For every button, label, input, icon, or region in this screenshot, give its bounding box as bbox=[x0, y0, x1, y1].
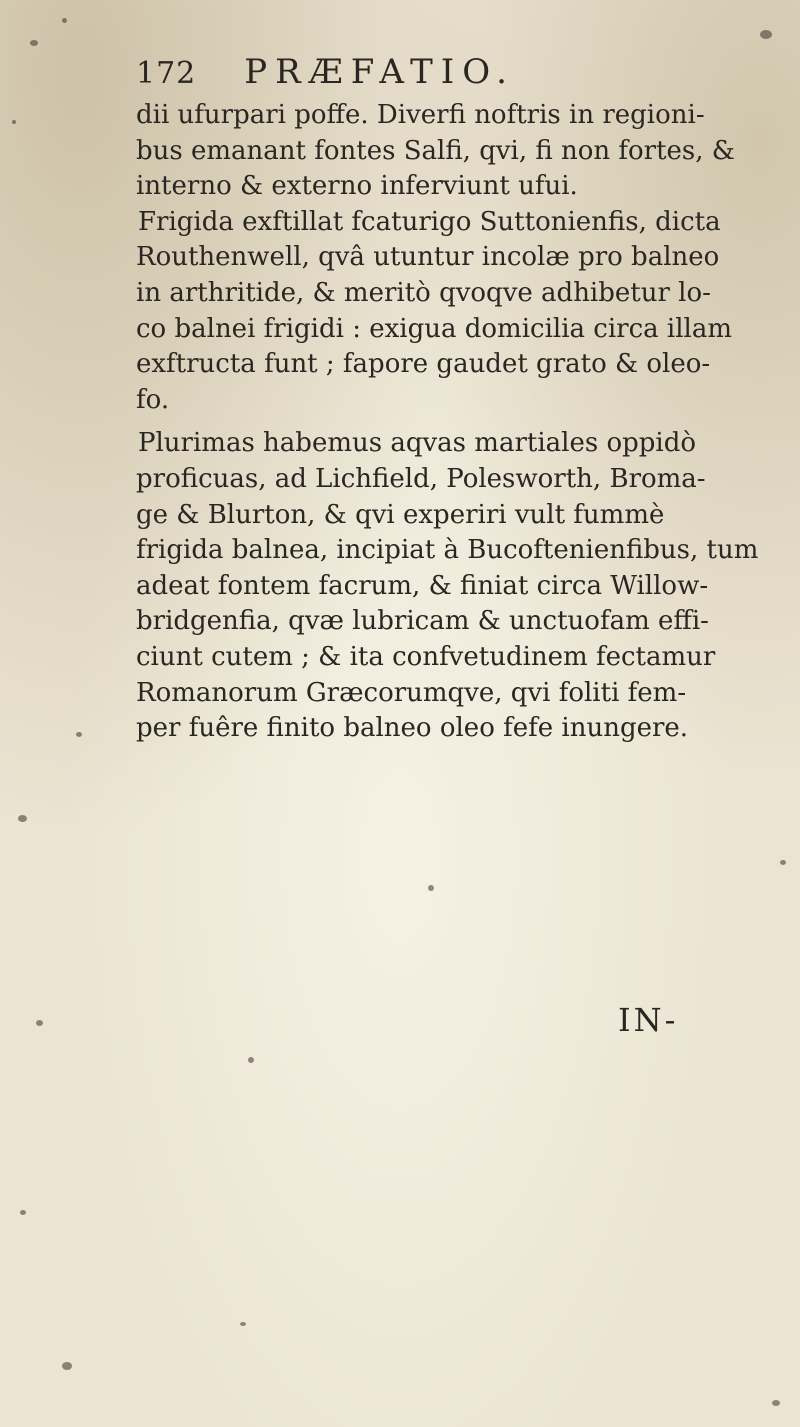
text-line: ge & Blurton, & qvi experiri vult fummè bbox=[136, 499, 665, 530]
text-line: Frigida exftillat fcaturigo Suttonienfis, dicta bbox=[138, 206, 721, 237]
catchword: IN- bbox=[618, 1001, 679, 1039]
body-text bbox=[118, 98, 786, 747]
text-line: Plurimas habemus aqvas martiales oppidò bbox=[138, 428, 696, 459]
text-line: bus emanant fontes Salfi, qvi, fi non fortes, & bbox=[136, 135, 735, 166]
running-head: PRÆFATIO. bbox=[244, 52, 515, 92]
text-line: co balnei frigidi : exigua domicilia circa illam bbox=[136, 313, 733, 344]
text-line: adeat fontem facrum, & finiat circa Willow- bbox=[136, 570, 709, 601]
text-line: in arthritide, & meritò qvoqve adhibetur lo- bbox=[136, 277, 711, 308]
text-line: dii ufurpari poffe. Diverfi noftris in regioni- bbox=[136, 100, 705, 130]
text-line: frigida balnea, incipiat à Bucoftenienfibus, tum bbox=[136, 535, 759, 566]
text-line: bridgenfia, qvæ lubricam & unctuofam effi- bbox=[136, 606, 709, 637]
page-header bbox=[136, 52, 760, 100]
text-line: Romanorum Græcorumqve, qvi foliti fem- bbox=[136, 677, 687, 708]
page-number: 172 bbox=[136, 56, 197, 91]
text-line: interno & externo inferviunt ufui. bbox=[136, 171, 578, 202]
text-line: Routhenwell, qvâ utuntur incolæ pro balneo bbox=[136, 242, 720, 273]
text-line: exftructa funt ; fapore gaudet grato & oleo- bbox=[136, 349, 711, 380]
text-line: fo. bbox=[136, 384, 170, 415]
text-line: ciunt cutem ; & ita confvetudinem fectamur bbox=[136, 641, 716, 672]
text-line: proficuas, ad Lichfield, Polesworth, Broma- bbox=[136, 463, 706, 494]
text-line: per fuêre finito balneo oleo fefe inungere. bbox=[136, 713, 689, 744]
